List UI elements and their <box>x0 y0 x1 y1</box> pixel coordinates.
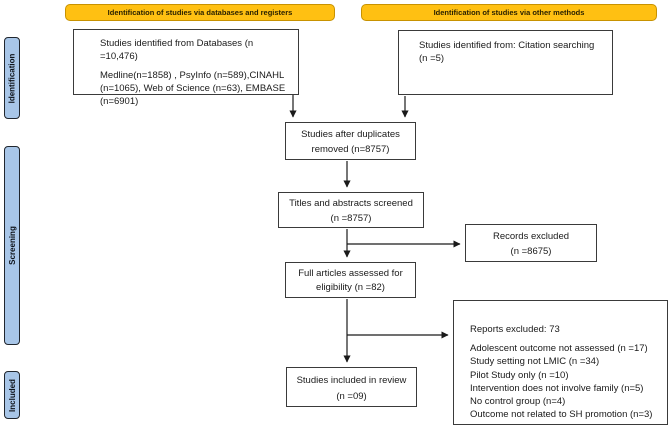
exclusion-reason: Intervention does not involve family (n=5) <box>470 382 644 394</box>
box-studies-identified-citation <box>398 30 613 95</box>
citation-line2: (n =5) <box>419 53 445 64</box>
full-articles-line2: eligibility (n =82) <box>316 282 385 293</box>
box-records-excluded <box>465 224 597 262</box>
box-studies-identified-databases <box>73 29 299 107</box>
databases-breakdown-line: Medline(n=1858) , PsyInfo (n=589),CINAHL (n=1065), Web of Science (n=63), EMBASE (n=6901) <box>100 70 286 107</box>
box-studies-included <box>286 367 417 407</box>
phase-label-identification <box>4 37 20 119</box>
box-full-articles-assessed <box>285 262 416 298</box>
banner-databases-registers <box>65 4 335 21</box>
phase-label-included <box>4 371 20 419</box>
box-reports-excluded <box>453 300 668 425</box>
exclusion-reason: No control group (n=4) <box>470 396 566 408</box>
duplicates-line2: removed (n=8757) <box>311 144 390 155</box>
records-excluded-line1: Records excluded <box>492 231 570 242</box>
banner-databases-label: Identification of studies via databases and registers <box>107 8 293 17</box>
box-duplicates-removed <box>285 122 416 160</box>
titles-line1: Titles and abstracts screened <box>289 198 413 209</box>
phase-label-screening <box>4 146 20 345</box>
citation-line1: Studies identified from: Citation searching <box>419 40 595 51</box>
titles-line2: (n =8757) <box>330 213 372 224</box>
box-titles-abstracts-screened <box>278 192 424 228</box>
banner-other-methods-label: Identification of studies via other methods <box>433 8 585 17</box>
included-line1: Studies included in review <box>296 375 407 386</box>
banner-other-methods <box>361 4 657 21</box>
exclusion-reason: Study setting not LMIC (n =34) <box>470 356 600 368</box>
phase-identification-text: Identification <box>7 53 17 103</box>
exclusion-reason: Pilot Study only (n =10) <box>470 369 569 381</box>
exclusion-reason: Adolescent outcome not assessed (n =17) <box>470 343 648 355</box>
databases-count-line: Studies identified from Databases (n =10,476) <box>100 38 254 62</box>
full-articles-line1: Full articles assessed for <box>298 268 403 279</box>
reports-excluded-title: Reports excluded: 73 <box>470 324 560 335</box>
duplicates-line1: Studies after duplicates <box>301 129 400 140</box>
included-line2: (n =09) <box>336 391 367 402</box>
phase-included-text: Included <box>7 378 17 412</box>
exclusion-reason: Outcome not related to SH promotion (n=3) <box>470 409 653 421</box>
phase-screening-text: Screening <box>7 226 17 265</box>
records-excluded-line2: (n =8675) <box>510 246 552 257</box>
